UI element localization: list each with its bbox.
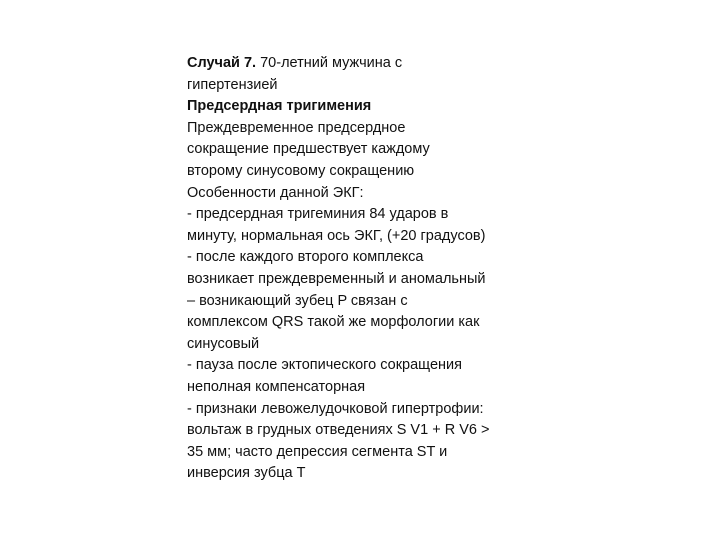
feature-line: – возникающий зубец P связан с bbox=[187, 292, 408, 309]
case-patient: 70-летний мужчина с bbox=[256, 55, 403, 71]
case-text-block bbox=[187, 53, 557, 485]
feature-line: вольтаж в грудных отведениях S V1 + R V6 > bbox=[187, 422, 490, 439]
feature-line: возникает преждевременный и аномальный bbox=[187, 270, 486, 287]
feature-line: - после каждого второго комплекса bbox=[187, 249, 424, 266]
features-heading: Особенности данной ЭКГ: bbox=[187, 184, 364, 201]
case-title bbox=[187, 53, 557, 75]
feature-line: - признаки левожелудочковой гипертрофии: bbox=[187, 400, 484, 417]
feature-line: 35 мм; часто депрессия сегмента ST и bbox=[187, 443, 448, 460]
description-line: сокращение предшествует каждому bbox=[187, 141, 430, 158]
feature-line: синусовый bbox=[187, 335, 260, 352]
feature-line: - предсердная тригеминия 84 ударов в bbox=[187, 206, 449, 223]
description-line: Преждевременное предсердное bbox=[187, 119, 406, 136]
diagnosis-heading: Предсердная тригимения bbox=[187, 98, 372, 115]
description-line: второму синусовому сокращению bbox=[187, 162, 415, 179]
feature-line: инверсия зубца T bbox=[187, 465, 306, 482]
feature-line: неполная компенсаторная bbox=[187, 378, 366, 395]
feature-line: минуту, нормальная ось ЭКГ, (+20 градусов) bbox=[187, 227, 486, 244]
case-title-line-2: гипертензией bbox=[187, 76, 278, 93]
feature-line: - пауза после эктопического сокращения bbox=[187, 357, 462, 374]
case-number: Случай 7. bbox=[187, 55, 257, 71]
feature-line: комплексом QRS такой же морфологии как bbox=[187, 314, 480, 331]
